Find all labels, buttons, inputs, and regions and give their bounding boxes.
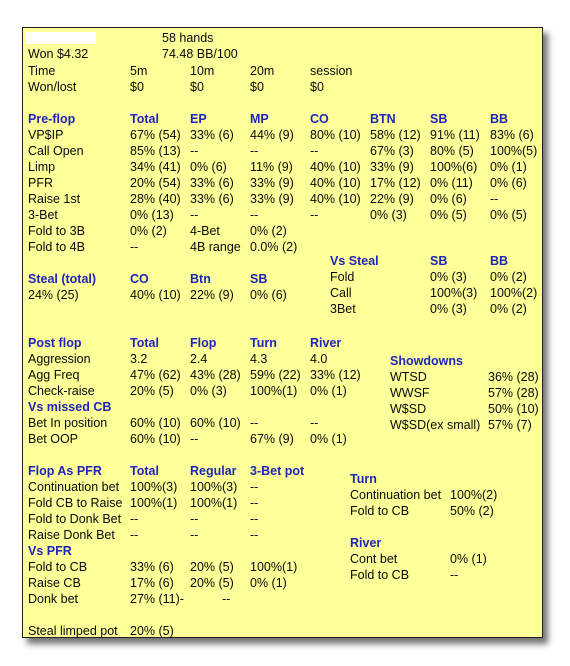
time-col: 5m (130, 64, 148, 78)
postflop-cell: 3.2 (130, 352, 148, 366)
river-row-label: Cont bet (350, 552, 398, 566)
wonlost-value: $0 (310, 80, 324, 94)
postflop-cell: 59% (22) (250, 368, 301, 382)
missed-cb-cell: -- (310, 416, 319, 430)
vs-steal-row-label: Fold (330, 270, 355, 284)
player-stats-popup (22, 27, 543, 638)
river-value: 0% (1) (450, 552, 487, 566)
turn-row-label: Continuation bet (350, 488, 442, 502)
postflop-cell: 43% (28) (190, 368, 241, 382)
postflop-cell: 100%(1) (250, 384, 298, 398)
preflop-cell: 0% (5) (490, 208, 527, 222)
time-col: 10m (190, 64, 215, 78)
preflop-row-label: PFR (28, 176, 53, 190)
preflop-cell: 67% (3) (370, 144, 414, 158)
preflop-cell: 34% (41) (130, 160, 181, 174)
vs-pfr-cell: 20% (5) (190, 560, 234, 574)
preflop-cell: 4B range (190, 240, 241, 254)
vs-pfr-cell: -- (222, 592, 231, 606)
missed-cb-cell: -- (190, 432, 199, 446)
missed-cb-cell: 67% (9) (250, 432, 294, 446)
preflop-cell: 0% (6) (490, 176, 527, 190)
flop-pfr-cell: -- (250, 496, 259, 510)
flop-pfr-col-header: Total (130, 464, 159, 478)
preflop-col-header: CO (310, 112, 329, 126)
postflop-col-header: Total (130, 336, 159, 350)
vs-steal-cell: 0% (3) (430, 270, 467, 284)
preflop-cell: -- (190, 208, 199, 222)
steal-limped-value: 20% (5) (130, 624, 174, 638)
preflop-col-header: Total (130, 112, 159, 126)
vs-steal-cell: 100%(3) (430, 286, 478, 300)
postflop-cell: 0% (3) (190, 384, 227, 398)
missed-cb-row-label: Bet OOP (28, 432, 79, 446)
flop-pfr-row-label: Raise Donk Bet (28, 528, 115, 542)
postflop-row-label: Aggression (28, 352, 91, 366)
hands-count: 58 hands (162, 31, 214, 45)
steal-col-header: SB (250, 272, 268, 286)
missed-cb-cell: 60% (10) (130, 432, 181, 446)
showdown-value: 50% (10) (488, 402, 539, 416)
vs-pfr-cell: 17% (6) (130, 576, 174, 590)
flop-pfr-cell: -- (130, 528, 139, 542)
showdown-value: 36% (28) (488, 370, 539, 384)
vs-pfr-cell: 100%(1) (250, 560, 298, 574)
preflop-row-label: Fold to 4B (28, 240, 85, 254)
river-value: -- (450, 568, 459, 582)
wonlost-value: $0 (190, 80, 204, 94)
time-col: 20m (250, 64, 275, 78)
preflop-cell: 33% (6) (190, 128, 234, 142)
preflop-row-label: Call Open (28, 144, 84, 158)
wonlost-value: $0 (250, 80, 264, 94)
showdown-row-label: W$SD(ex small) (390, 418, 481, 432)
showdown-row-label: WWSF (390, 386, 430, 400)
preflop-cell: 0% (2) (130, 224, 167, 238)
preflop-row-label: Raise 1st (28, 192, 81, 206)
wonlost-value: $0 (130, 80, 144, 94)
preflop-cell: 33% (6) (190, 176, 234, 190)
preflop-cell: -- (310, 208, 319, 222)
preflop-row-label: Limp (28, 160, 56, 174)
postflop-cell: 4.3 (250, 352, 268, 366)
vs-pfr-cell: 27% (11)- (130, 592, 184, 606)
flop-pfr-cell: 100%(3) (190, 480, 238, 494)
postflop-cell: 4.0 (310, 352, 328, 366)
player-name-redacted (26, 32, 96, 44)
preflop-cell: 0% (13) (130, 208, 174, 222)
vs-steal-cell: 0% (2) (490, 302, 527, 316)
steal-cell: 40% (10) (130, 288, 181, 302)
preflop-cell: 0% (6) (430, 192, 467, 206)
preflop-cell: 0% (5) (430, 208, 467, 222)
preflop-cell: 85% (13) (130, 144, 181, 158)
preflop-cell: 0.0% (2) (250, 240, 298, 254)
river-row-label: Fold to CB (350, 568, 410, 582)
preflop-cell: 28% (40) (130, 192, 181, 206)
flop-pfr-col-header: 3-Bet pot (250, 464, 305, 478)
turn-row-label: Fold to CB (350, 504, 410, 518)
vs-steal-cell: 100%(2) (490, 286, 538, 300)
vs-pfr-cell: 33% (6) (130, 560, 174, 574)
preflop-col-header: BTN (370, 112, 396, 126)
vs-pfr-row-label: Raise CB (28, 576, 81, 590)
vs-steal-cell: 0% (2) (490, 270, 527, 284)
showdown-value: 57% (28) (488, 386, 539, 400)
flop-pfr-row-label: Continuation bet (28, 480, 120, 494)
preflop-col-header: MP (250, 112, 269, 126)
postflop-col-header: River (310, 336, 342, 350)
preflop-cell: 0% (6) (190, 160, 227, 174)
turn-title: Turn (350, 472, 377, 486)
preflop-cell: -- (190, 144, 199, 158)
preflop-col-header: EP (190, 112, 207, 126)
flop-pfr-row-label: Fold CB to Raise (28, 496, 123, 510)
postflop-cell: 47% (62) (130, 368, 181, 382)
postflop-cell: 20% (5) (130, 384, 174, 398)
preflop-col-header: BB (490, 112, 509, 126)
preflop-cell: 58% (12) (370, 128, 421, 142)
flop-pfr-cell: -- (190, 528, 199, 542)
showdown-row-label: WTSD (390, 370, 427, 384)
vs-pfr-row-label: Fold to CB (28, 560, 88, 574)
vs-pfr-cell: 0% (1) (250, 576, 287, 590)
missed-cb-cell: -- (250, 416, 259, 430)
preflop-cell: 100%(5) (490, 144, 538, 158)
preflop-cell: 0% (11) (430, 176, 473, 190)
steal-title: Steal (total) (28, 272, 97, 286)
steal-cell: 0% (6) (250, 288, 287, 302)
steal-col-header: CO (130, 272, 149, 286)
preflop-cell: -- (250, 144, 259, 158)
steal-col-header: Btn (190, 272, 211, 286)
time-label: Time (28, 64, 56, 78)
preflop-cell: 80% (10) (310, 128, 361, 142)
steal-total-value: 24% (25) (28, 288, 79, 302)
preflop-cell: 20% (54) (130, 176, 181, 190)
preflop-cell: 0% (3) (370, 208, 407, 222)
preflop-cell: 11% (9) (250, 160, 293, 174)
preflop-cell: 83% (6) (490, 128, 534, 142)
steal-cell: 22% (9) (190, 288, 234, 302)
postflop-col-header: Turn (250, 336, 277, 350)
preflop-cell: 91% (11) (430, 128, 480, 142)
vs-pfr-title: Vs PFR (28, 544, 72, 558)
flop-pfr-cell: -- (190, 512, 199, 526)
preflop-cell: -- (250, 208, 259, 222)
missed-cb-cell: 0% (1) (310, 432, 347, 446)
preflop-cell: 33% (9) (370, 160, 414, 174)
river-title: River (350, 536, 382, 550)
preflop-cell: 100%(6) (430, 160, 478, 174)
preflop-cell: -- (130, 240, 139, 254)
preflop-cell: 40% (10) (310, 176, 361, 190)
missed-cb-cell: 60% (10) (130, 416, 181, 430)
vs-pfr-cell: 20% (5) (190, 576, 234, 590)
vs-pfr-row-label: Donk bet (28, 592, 79, 606)
flop-pfr-cell: -- (130, 512, 139, 526)
preflop-row-label: VP$IP (28, 128, 64, 142)
flop-pfr-row-label: Fold to Donk Bet (28, 512, 122, 526)
postflop-cell: 33% (12) (310, 368, 361, 382)
flop-pfr-cell: -- (250, 512, 259, 526)
vs-steal-row-label: Call (330, 286, 352, 300)
wonlost-label: Won/lost (28, 80, 77, 94)
postflop-row-label: Check-raise (28, 384, 95, 398)
vs-steal-col-header: SB (430, 254, 448, 268)
preflop-row-label: Fold to 3B (28, 224, 85, 238)
vs-steal-cell: 0% (3) (430, 302, 467, 316)
preflop-cell: -- (310, 144, 319, 158)
preflop-cell: 0% (1) (490, 160, 527, 174)
vs-steal-row-label: 3Bet (330, 302, 356, 316)
won-amount: Won $4.32 (28, 47, 89, 61)
postflop-cell: 0% (1) (310, 384, 347, 398)
time-col: session (310, 64, 353, 78)
preflop-row-label: 3-Bet (28, 208, 58, 222)
postflop-col-header: Flop (190, 336, 217, 350)
preflop-cell: 4-Bet (190, 224, 220, 238)
preflop-cell: 80% (5) (430, 144, 474, 158)
preflop-cell: 22% (9) (370, 192, 414, 206)
postflop-title: Post flop (28, 336, 82, 350)
turn-value: 50% (2) (450, 504, 494, 518)
flop-as-pfr-title: Flop As PFR (28, 464, 102, 478)
flop-pfr-cell: 100%(3) (130, 480, 178, 494)
vs-steal-col-header: BB (490, 254, 509, 268)
vs-steal-title: Vs Steal (330, 254, 379, 268)
missed-cb-cell: 60% (10) (190, 416, 241, 430)
missed-cb-row-label: Bet In position (28, 416, 108, 430)
flop-pfr-col-header: Regular (190, 464, 237, 478)
steal-limped-label: Steal limped pot (28, 624, 118, 638)
postflop-cell: 2.4 (190, 352, 208, 366)
preflop-cell: 40% (10) (310, 192, 361, 206)
flop-pfr-cell: -- (250, 480, 259, 494)
postflop-row-label: Agg Freq (28, 368, 80, 382)
preflop-cell: 33% (9) (250, 192, 294, 206)
showdown-value: 57% (7) (488, 418, 532, 432)
preflop-cell: 33% (9) (250, 176, 294, 190)
preflop-cell: -- (490, 192, 499, 206)
preflop-cell: 40% (10) (310, 160, 361, 174)
flop-pfr-cell: 100%(1) (190, 496, 238, 510)
preflop-cell: 67% (54) (130, 128, 181, 142)
preflop-cell: 33% (6) (190, 192, 234, 206)
preflop-cell: 0% (2) (250, 224, 287, 238)
vs-missed-cb-title: Vs missed CB (28, 400, 112, 414)
flop-pfr-cell: -- (250, 528, 259, 542)
showdowns-title: Showdowns (390, 354, 463, 368)
showdown-row-label: W$SD (390, 402, 427, 416)
turn-value: 100%(2) (450, 488, 498, 502)
preflop-cell: 17% (12) (370, 176, 421, 190)
preflop-title: Pre-flop (28, 112, 76, 126)
bb-per-100: 74.48 BB/100 (162, 47, 238, 61)
preflop-col-header: SB (430, 112, 448, 126)
flop-pfr-cell: 100%(1) (130, 496, 178, 510)
preflop-cell: 44% (9) (250, 128, 294, 142)
